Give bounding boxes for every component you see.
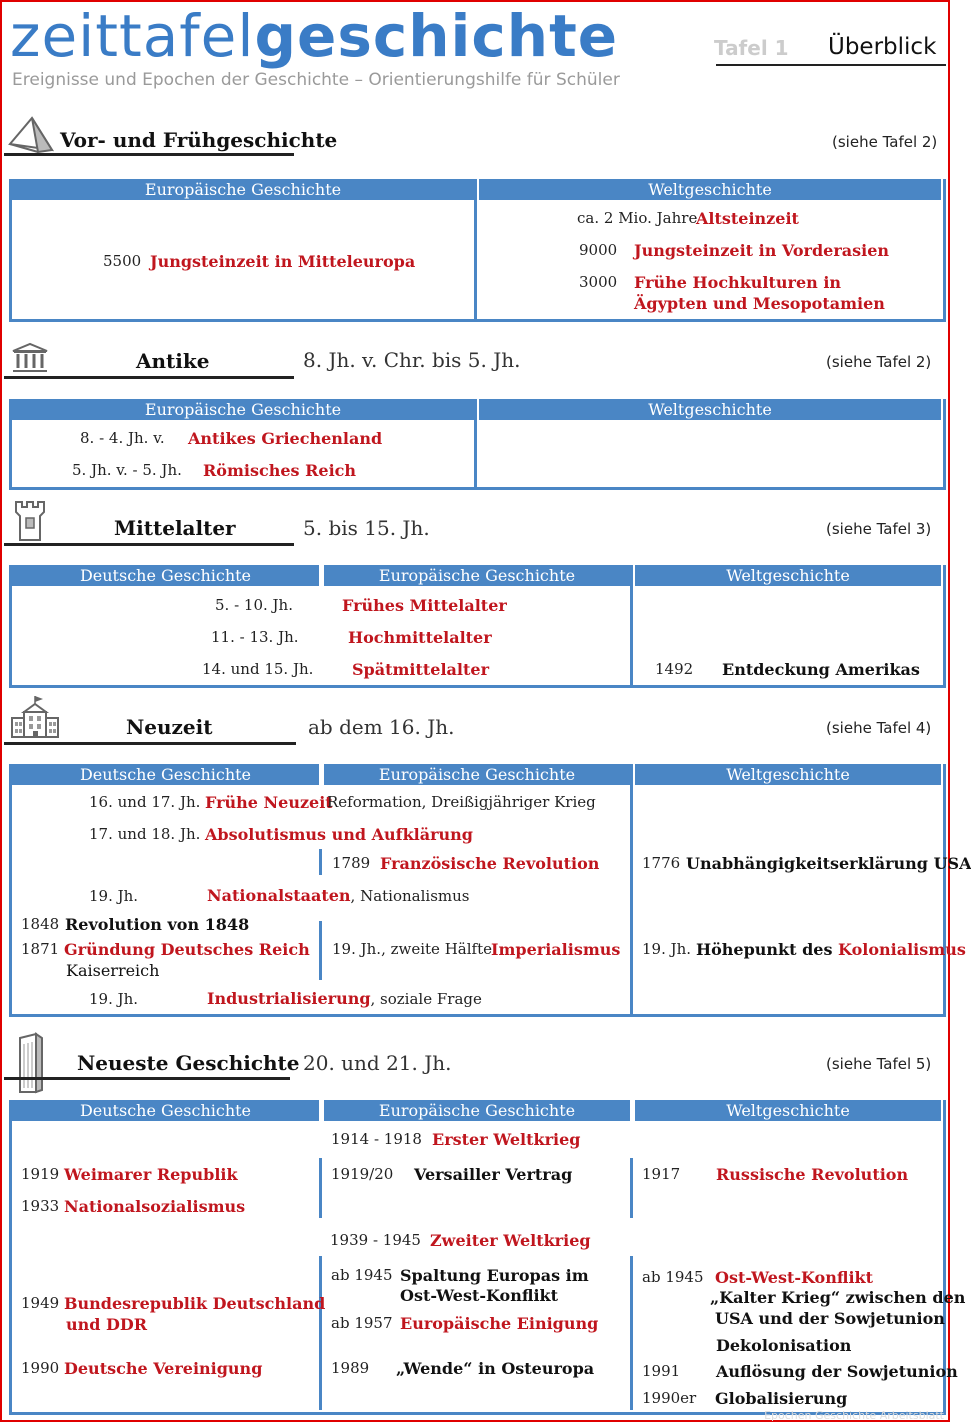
entry-date: 19. Jh. — [89, 887, 139, 905]
entry-date: 14. und 15. Jh. — [202, 660, 314, 678]
section-underline — [4, 543, 294, 546]
col-header-deutsch: Deutsche Geschichte — [12, 1100, 319, 1121]
entry-date: 19. Jh., zweite Hälfte — [332, 940, 492, 958]
entry-date: 1949 — [21, 1294, 60, 1312]
entry-event: Industrialisierung, soziale Frage — [207, 989, 482, 1008]
entry-event: Globalisierung — [715, 1389, 848, 1408]
entry-date: 1939 - 1945 — [330, 1231, 421, 1249]
entry-date: 1990er — [642, 1389, 697, 1407]
entry-date: 5. - 10. Jh. — [215, 596, 293, 614]
section-title-neuzeit: Neuzeit — [126, 715, 213, 739]
temple-icon — [12, 343, 48, 373]
entry-date: 19. Jh. — [89, 990, 139, 1008]
section-title-vorgeschichte: Vor- und Frühgeschichte — [60, 128, 338, 152]
see-tafel-link[interactable]: (siehe Tafel 3) — [826, 520, 932, 538]
entry-date: 1789 — [332, 854, 371, 872]
entry-date: ab 1945 — [642, 1268, 704, 1286]
entry-event: Frühe Hochkulturen in — [634, 273, 842, 292]
entry-date: 19. Jh. — [642, 940, 692, 958]
entry-date: 1990 — [21, 1359, 60, 1377]
entry-event: Auflösung der Sowjetunion — [716, 1362, 958, 1381]
entry-date: 1919/20 — [331, 1165, 394, 1183]
entry-event: Deutsche Vereinigung — [64, 1359, 263, 1378]
entry-event: Weimarer Republik — [64, 1165, 238, 1184]
entry-event: Absolutismus und Aufklärung — [205, 825, 473, 844]
title-underline — [716, 64, 946, 66]
col-header-welt: Weltgeschichte — [635, 764, 941, 785]
col-header-europa: Europäische Geschichte — [324, 764, 630, 785]
entry-event: Frühe Neuzeit — [205, 793, 333, 812]
palace-icon — [10, 694, 60, 740]
col-header-deutsch: Deutsche Geschichte — [12, 764, 319, 785]
col-header-welt: Weltgeschichte — [635, 1100, 941, 1121]
entry-note: Reformation, Dreißigjähriger Krieg — [327, 793, 596, 811]
entry-event: Versailler Vertrag — [414, 1165, 573, 1184]
entry-event: Hochmittelalter — [348, 628, 492, 647]
column-divider — [630, 565, 633, 685]
section-underline — [4, 742, 296, 745]
entry-date: 5500 — [103, 252, 142, 270]
entry-event: Jungsteinzeit in Mitteleuropa — [150, 252, 416, 271]
see-tafel-link[interactable]: (siehe Tafel 2) — [832, 133, 938, 151]
entry-date: 1919 — [21, 1165, 60, 1183]
section-period: 20. und 21. Jh. — [303, 1051, 452, 1075]
column-divider — [630, 1256, 633, 1410]
section-underline — [4, 376, 294, 379]
col-header-europa: Europäische Geschichte — [324, 565, 630, 586]
subtitle: Ereignisse und Epochen der Geschichte – Orientierungshilfe für Schüler — [12, 70, 620, 90]
see-tafel-link[interactable]: (siehe Tafel 2) — [826, 353, 932, 371]
entry-date: 16. und 17. Jh. — [89, 793, 201, 811]
col-header-deutsch: Deutsche Geschichte — [12, 565, 319, 586]
column-divider — [474, 179, 477, 319]
section-period: 8. Jh. v. Chr. bis 5. Jh. — [303, 348, 521, 372]
entry-date: 9000 — [579, 241, 618, 259]
column-divider — [319, 1256, 322, 1410]
section-period: ab dem 16. Jh. — [308, 715, 455, 739]
entry-event-cont: Ägypten und Mesopotamien — [634, 294, 885, 313]
skyscraper-icon — [14, 1032, 44, 1094]
entry-date: ab 1957 — [331, 1314, 393, 1332]
tafel-label: Tafel 1 — [714, 36, 789, 60]
entry-event: Nationalsozialismus — [64, 1197, 246, 1216]
section-title-mittelalter: Mittelalter — [114, 516, 236, 540]
entry-event: Zweiter Weltkrieg — [430, 1231, 591, 1250]
entry-event: Imperialismus — [491, 940, 621, 959]
entry-date: 3000 — [579, 273, 618, 291]
entry-event: Höhepunkt des Kolonialismus — [696, 940, 966, 959]
entry-event: Spätmittelalter — [352, 660, 489, 679]
entry-event: Bundesrepublik Deutschland — [64, 1294, 326, 1313]
entry-event-cont: Ost-West-Konflikt — [400, 1286, 559, 1305]
page-title: Überblick — [828, 34, 937, 60]
entry-event: Römisches Reich — [203, 461, 357, 480]
column-divider — [630, 1158, 633, 1218]
column-divider — [319, 921, 322, 980]
entry-event: Gründung Deutsches Reich — [64, 940, 310, 959]
section-title-antike: Antike — [136, 349, 210, 373]
column-divider — [630, 764, 633, 1014]
column-divider — [319, 1158, 322, 1218]
entry-event: Jungsteinzeit in Vorderasien — [634, 241, 890, 260]
castle-tower-icon — [14, 500, 46, 542]
entry-date: 1989 — [331, 1359, 370, 1377]
entry-date: 1871 — [21, 940, 60, 958]
entry-event: Europäische Einigung — [400, 1314, 599, 1333]
entry-event: Frühes Mittelalter — [342, 596, 507, 615]
entry-date: 1914 - 1918 — [331, 1130, 422, 1148]
entry-date: 1492 — [655, 660, 694, 678]
col-header-europa: Europäische Geschichte — [12, 399, 474, 420]
section-underline — [4, 1077, 290, 1080]
entry-event: Erster Weltkrieg — [432, 1130, 581, 1149]
section-title-neueste: Neueste Geschichte — [77, 1051, 300, 1075]
entry-event: Entdeckung Amerikas — [722, 660, 920, 679]
entry-date: 1933 — [21, 1197, 60, 1215]
entry-event: Altsteinzeit — [696, 209, 799, 228]
entry-event: Unabhängigkeitserklärung USA — [686, 854, 971, 873]
entry-event-cont: „Kalter Krieg“ zwischen den — [710, 1288, 966, 1307]
col-header-welt: Weltgeschichte — [635, 565, 941, 586]
entry-event: Spaltung Europas im — [400, 1266, 589, 1285]
pyramid-icon — [8, 116, 54, 154]
section-period: 5. bis 15. Jh. — [303, 516, 430, 540]
entry-event: Russische Revolution — [716, 1165, 909, 1184]
col-header-europa: Europäische Geschichte — [12, 179, 474, 200]
column-divider — [474, 399, 477, 487]
entry-event: Dekolonisation — [716, 1336, 852, 1355]
entry-date: ab 1945 — [331, 1266, 393, 1284]
col-header-welt: Weltgeschichte — [479, 399, 941, 420]
see-tafel-link[interactable]: (siehe Tafel 5) — [826, 1055, 932, 1073]
col-header-europa: Europäische Geschichte — [324, 1100, 630, 1121]
entry-date: ca. 2 Mio. Jahre — [577, 209, 698, 227]
entry-event: „Wende“ in Osteuropa — [396, 1359, 595, 1378]
entry-event: Ost-West-Konflikt — [715, 1268, 874, 1287]
entry-event: Französische Revolution — [380, 854, 600, 873]
entry-event: Nationalstaaten, Nationalismus — [207, 886, 470, 905]
brand-logo: zeittafelgeschichte — [10, 2, 619, 70]
entry-event-cont: USA und der Sowjetunion — [715, 1309, 945, 1328]
entry-date: 1917 — [642, 1165, 681, 1183]
entry-date: 5. Jh. v. - 5. Jh. — [72, 461, 182, 479]
column-divider — [319, 849, 322, 875]
entry-event: Antikes Griechenland — [188, 429, 383, 448]
entry-event: Revolution von 1848 — [65, 915, 250, 934]
section-underline — [4, 153, 294, 156]
entry-date: 1991 — [642, 1362, 681, 1380]
entry-date: 1776 — [642, 854, 681, 872]
entry-date: 17. und 18. Jh. — [89, 825, 201, 843]
col-header-welt: Weltgeschichte — [479, 179, 941, 200]
entry-date: 8. - 4. Jh. v. — [80, 429, 165, 447]
entry-date: 11. - 13. Jh. — [211, 628, 299, 646]
footer-watermark: Epochen Geschichte Arbeitsblatt — [764, 1409, 944, 1422]
entry-date: 1848 — [21, 915, 60, 933]
entry-event-cont: Kaiserreich — [66, 961, 160, 980]
see-tafel-link[interactable]: (siehe Tafel 4) — [826, 719, 932, 737]
entry-event-cont: und DDR — [66, 1315, 148, 1334]
